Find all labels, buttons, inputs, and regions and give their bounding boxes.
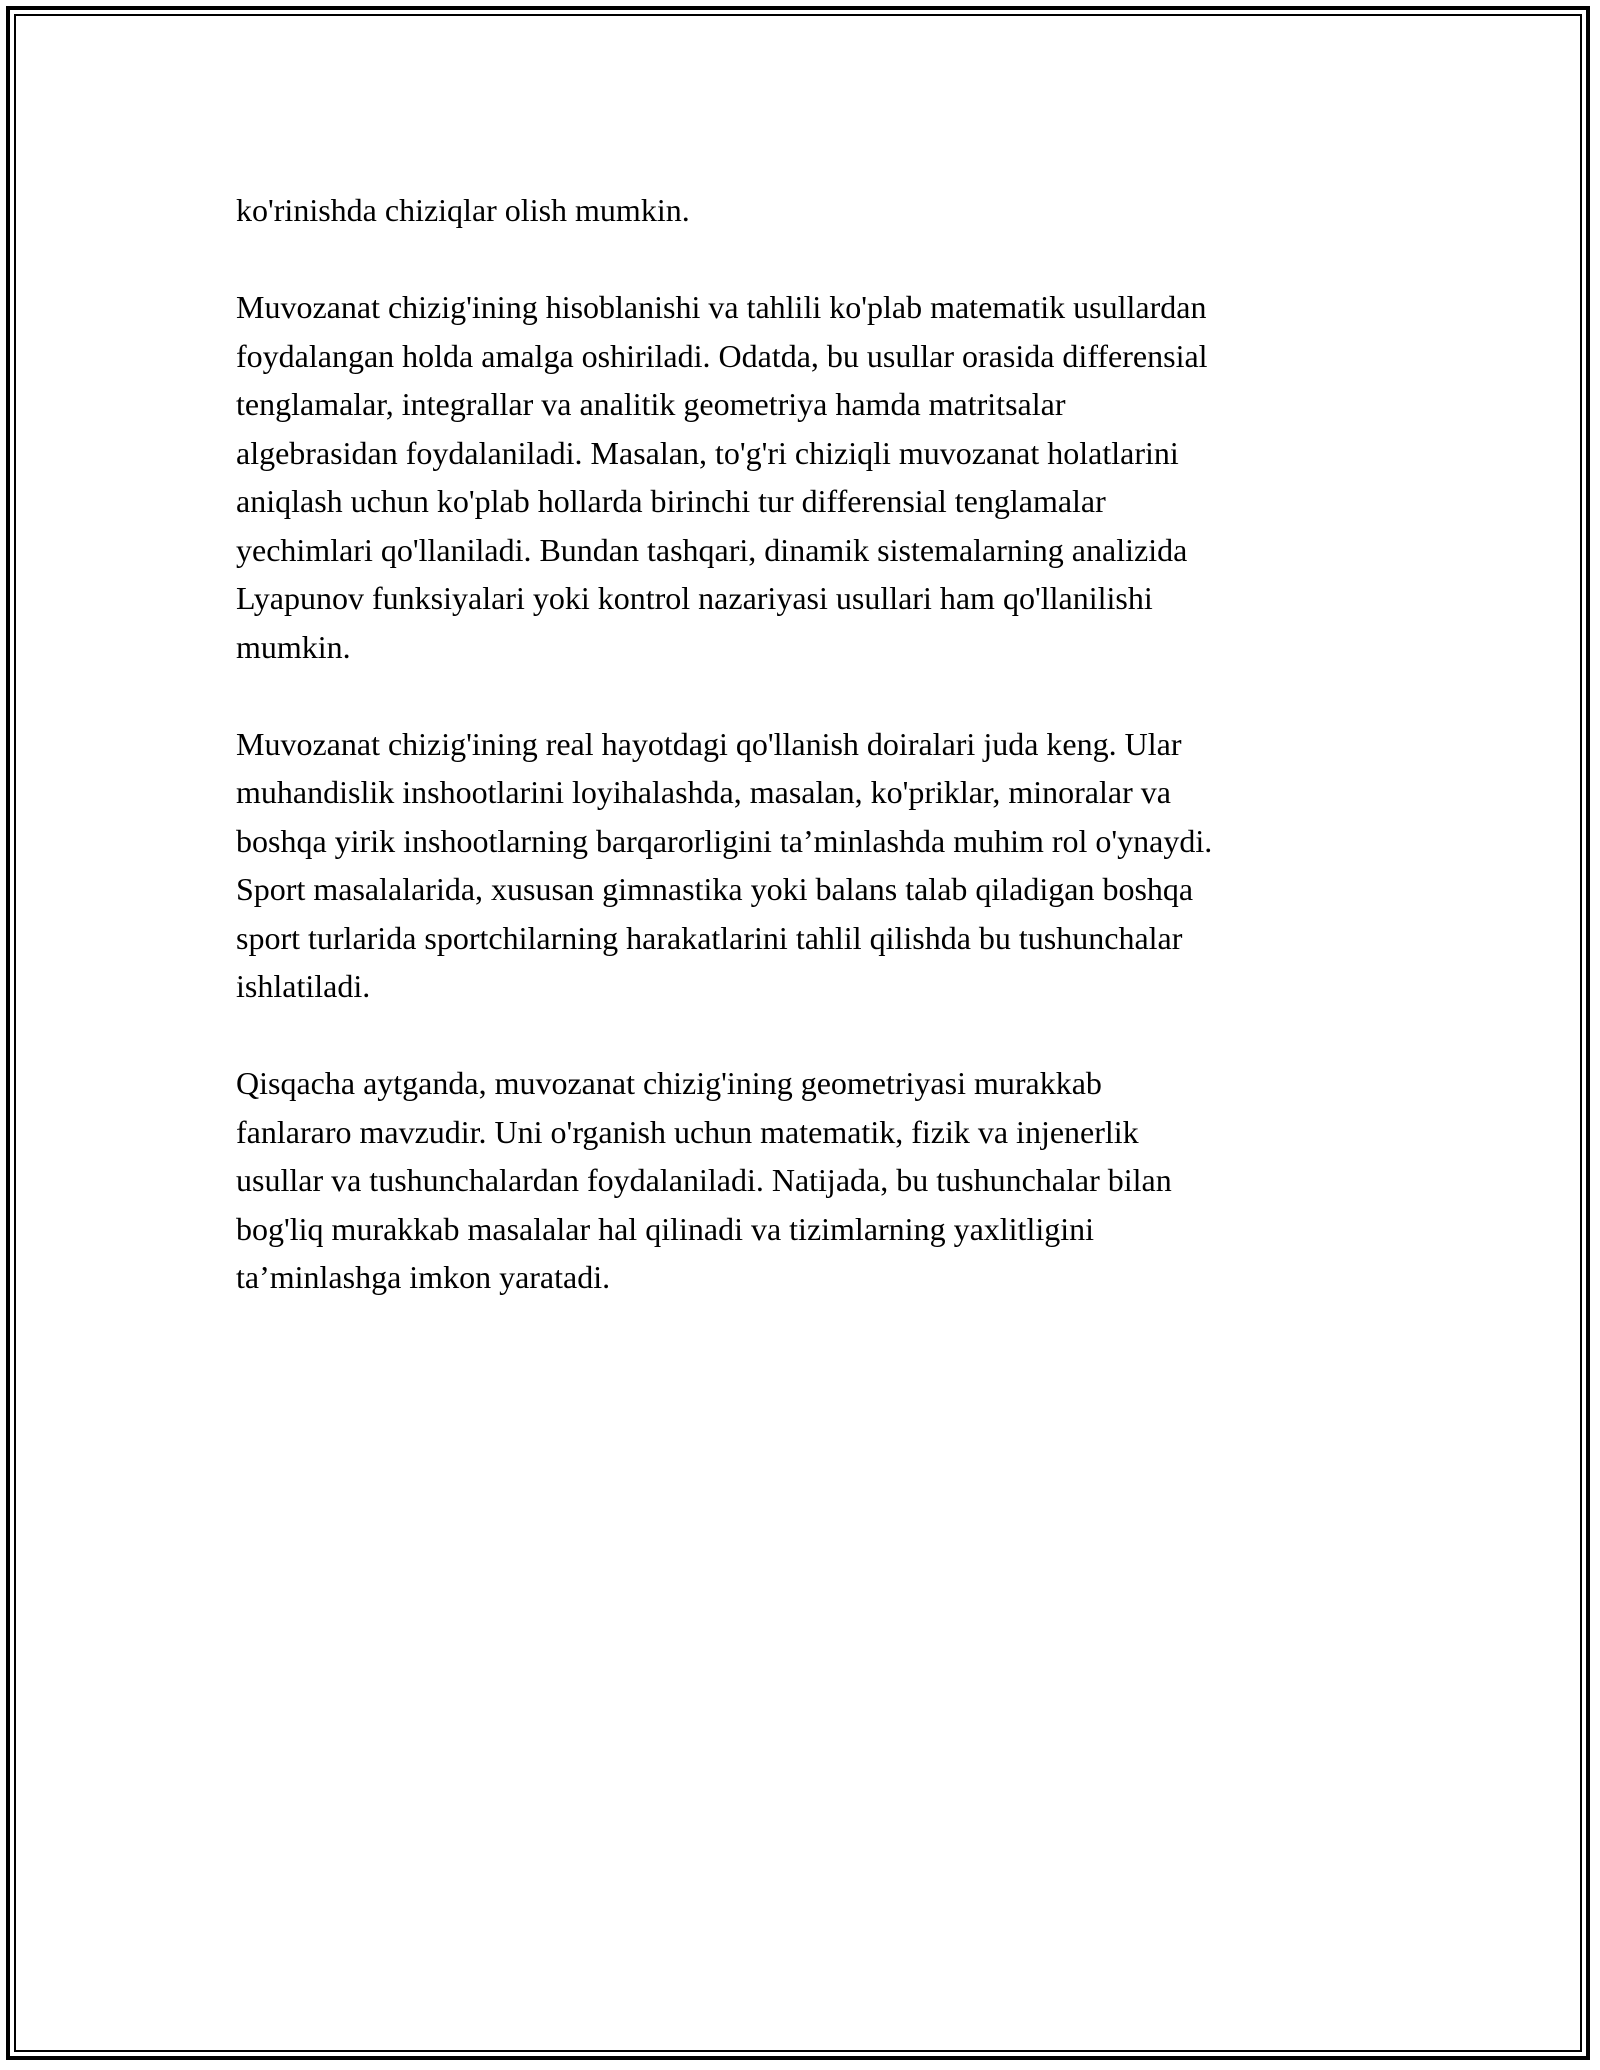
text-line: aniqlash uchun ko'plab hollarda birinchi tur differensial tenglamalar: [236, 483, 1106, 519]
text-line: muhandislik inshootlarini loyihalashda, masalan, ko'priklar, minoralar va: [236, 774, 1171, 810]
text-line: Qisqacha aytganda, muvozanat chizig'ining geometriyasi murakkab: [236, 1065, 1102, 1101]
paragraph-4: [236, 1059, 1371, 1302]
text-line: algebrasidan foydalaniladi. Masalan, to'g'ri chiziqli muvozanat holatlarini: [236, 434, 1179, 471]
text-line: Muvozanat chizig'ining real hayotdagi qo'llanish doiralari juda keng. Ular: [236, 725, 1182, 762]
text-line: boshqa yirik inshootlarning barqarorligini ta’minlashda muhim rol o'ynaydi.: [236, 822, 1213, 859]
document-body: [236, 186, 1371, 1350]
text-line: ko'rinishda chiziqlar olish mumkin.: [236, 192, 690, 228]
text-line: ishlatiladi.: [236, 968, 371, 1004]
text-line: yechimlari qo'llaniladi. Bundan tashqari, dinamik sistemalarning analizida: [236, 531, 1188, 568]
text-line: mumkin.: [236, 628, 351, 665]
text-line: tenglamalar, integrallar va analitik geometriya hamda matritsalar: [236, 386, 1066, 422]
text-line: sport turlarida sportchilarning harakatlarini tahlil qilishda bu tushunchalar: [236, 919, 1183, 956]
text-line: Lyapunov funksiyalari yoki kontrol nazariyasi usullari ham qo'llanilishi: [236, 580, 1153, 616]
text-line: Muvozanat chizig'ining hisoblanishi va tahlili ko'plab matematik usullardan: [236, 289, 1207, 325]
text-line: bog'liq murakkab masalalar hal qilinadi va tizimlarning yaxlitligini: [236, 1210, 1094, 1247]
text-line: ta’minlashga imkon yaratadi.: [236, 1259, 611, 1295]
text-line: foydalangan holda amalga oshiriladi. Odatda, bu usullar orasida differensial: [236, 337, 1208, 374]
paragraph-2: [236, 283, 1371, 671]
text-line: fanlararo mavzudir. Uni o'rganish uchun matematik, fizik va injenerlik: [236, 1113, 1139, 1150]
text-line: Sport masalalarida, xususan gimnastika yoki balans talab qiladigan boshqa: [236, 871, 1194, 907]
paragraph-1: [236, 186, 1371, 235]
text-line: usullar va tushunchalardan foydalaniladi. Natijada, bu tushunchalar bilan: [236, 1162, 1172, 1198]
paragraph-3: [236, 720, 1371, 1011]
